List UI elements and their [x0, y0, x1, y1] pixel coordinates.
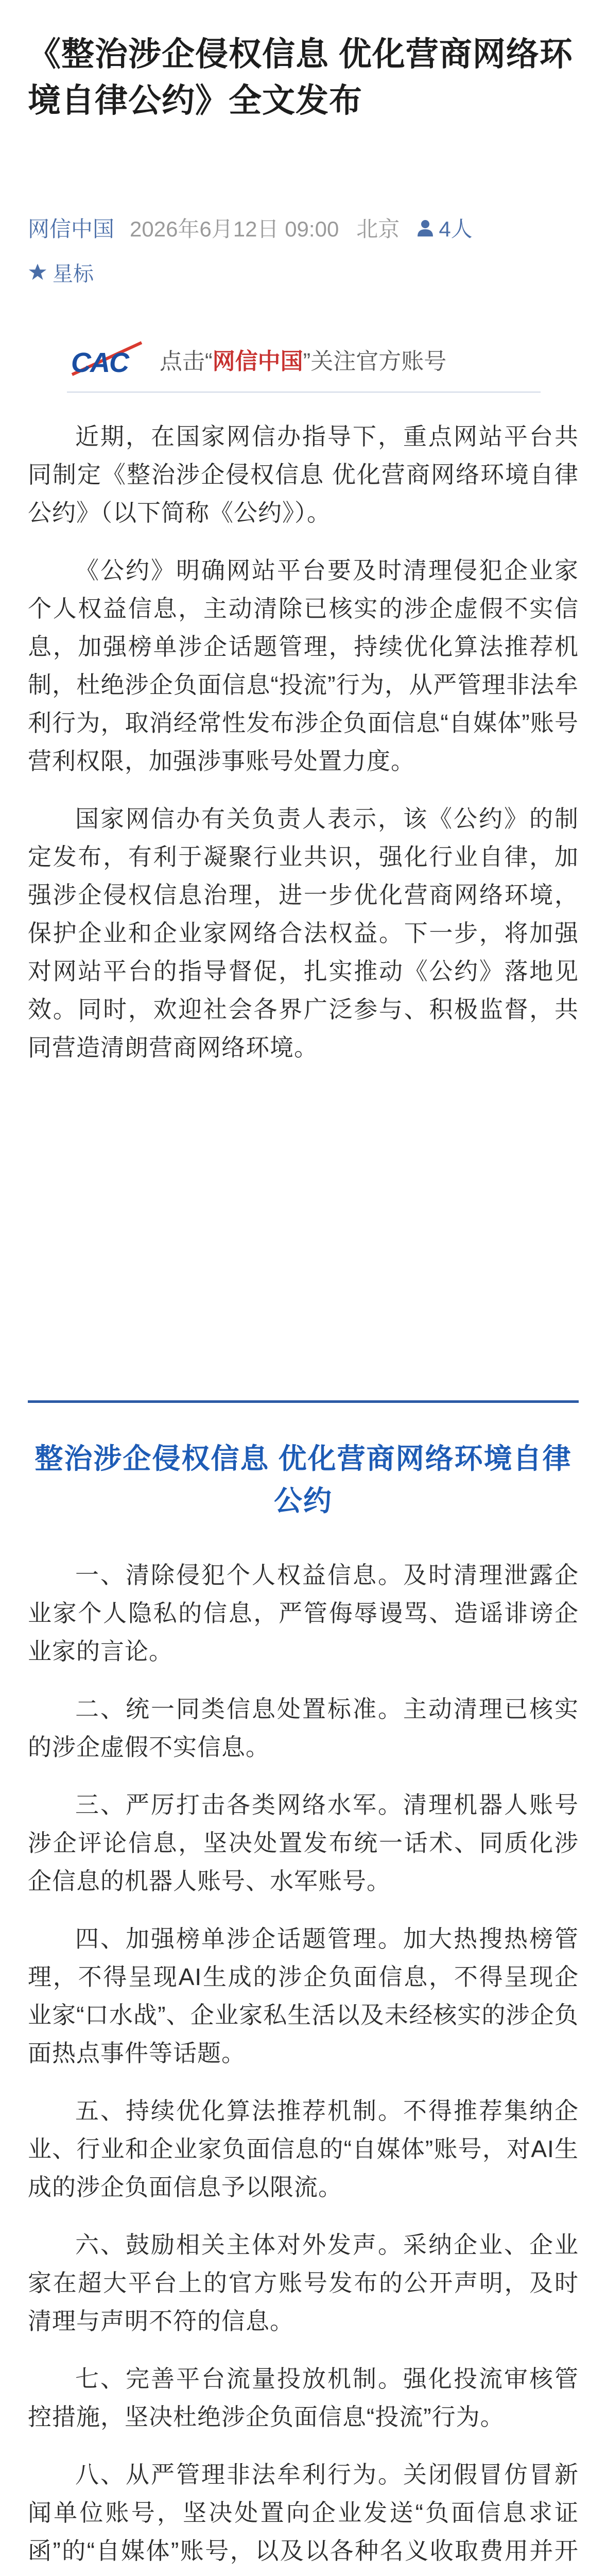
- publish-date: 2026年6月12日 09:00: [130, 217, 339, 241]
- convention-item: 四、加强榜单涉企话题管理。加大热搜热榜管理，不得呈现AI生成的涉企负面信息，不得呈现企业家“口水战”、企业家私生活以及未经核实的涉企负面热点事件等话题。: [28, 1925, 579, 2066]
- star-icon: [28, 262, 47, 282]
- cac-logo-small: [67, 338, 144, 380]
- follow-divider: [67, 392, 541, 393]
- convention-items: [28, 1556, 579, 2576]
- section-divider: [28, 1400, 579, 1403]
- account-name-link[interactable]: 网信中国: [28, 217, 115, 241]
- article-title: 《整治涉企侵权信息 优化营商网络环境自律公约》全文发布: [28, 36, 573, 119]
- convention-item: 一、清除侵犯个人权益信息。及时清理泄露企业家个人隐私的信息，严管侮辱谩骂、造谣诽谤企业家的言论。: [28, 1562, 579, 1665]
- intro-paragraph: 《公约》明确网站平台要及时清理侵犯企业家个人权益信息，主动清除已核实的涉企虚假不实信息，加强榜单涉企话题管理，持续优化算法推荐机制，杜绝涉企负面信息“投流”行为，从严管理非法牟利行为，取消经常性发布涉企负面信息“自媒体”账号营利权限，加强涉事账号处置力度。: [28, 557, 579, 774]
- follow-prefix: 点击“: [160, 349, 213, 374]
- publish-location: 北京: [356, 217, 400, 241]
- convention-item: 七、完善平台流量投放机制。强化投流审核管控措施，坚决杜绝涉企负面信息“投流”行为。: [28, 2365, 579, 2430]
- follow-suffix: ”关注官方账号: [303, 349, 447, 374]
- convention-item: 八、从严管理非法牟利行为。关闭假冒仿冒新闻单位账号，坚决处置向企业发送“负面信息求证函”的“自媒体”账号，以及以各种名义收取费用并开: [28, 2461, 579, 2564]
- convention-item: 二、统一同类信息处置标准。主动清理已核实的涉企虚假不实信息。: [28, 1696, 579, 1760]
- intro-paragraph: 近期，在国家网信办指导下，重点网站平台共同制定《整治涉企侵权信息 优化营商网络环境自律公约》（以下简称《公约》）。: [28, 423, 579, 526]
- convention-title: 整治涉企侵权信息 优化营商网络环境自律公约: [34, 1443, 572, 1517]
- star-button[interactable]: [28, 258, 94, 286]
- follow-highlight: 网信中国: [212, 349, 303, 374]
- user-icon: [415, 217, 436, 238]
- cac-logo-small-text: CAC: [71, 347, 128, 378]
- follow-text: [160, 343, 446, 376]
- star-label: 星标: [53, 262, 94, 285]
- readers-count[interactable]: [415, 212, 472, 243]
- article-meta: [28, 212, 473, 243]
- intro-section: [28, 417, 579, 1086]
- intro-paragraph: 国家网信办有关负责人表示，该《公约》的制定发布，有利于凝聚行业共识，强化行业自律，加强涉企侵权信息治理，进一步优化营商网络环境，保护企业和企业家网络合法权益。下一步，将加强对网站平台的指导督促，扎实推动《公约》落地见效。同时，欢迎社会各界广泛参与、积极监督，共同营造清朗营商网络环境。: [28, 805, 579, 1061]
- follow-banner[interactable]: [67, 335, 541, 383]
- convention-item: 三、严厉打击各类网络水军。清理机器人账号涉企评论信息，坚决处置发布统一话术、同质化涉企信息的机器人账号、水军账号。: [28, 1791, 579, 1894]
- convention-item: 六、鼓励相关主体对外发声。采纳企业、企业家在超大平台上的官方账号发布的公开声明，及时清理与声明不符的信息。: [28, 2231, 579, 2334]
- readers-count-text: 4人: [439, 217, 473, 241]
- convention-item: 五、持续优化算法推荐机制。不得推荐集纳企业、行业和企业家负面信息的“自媒体”账号，对AI生成的涉企负面信息予以限流。: [28, 2097, 579, 2200]
